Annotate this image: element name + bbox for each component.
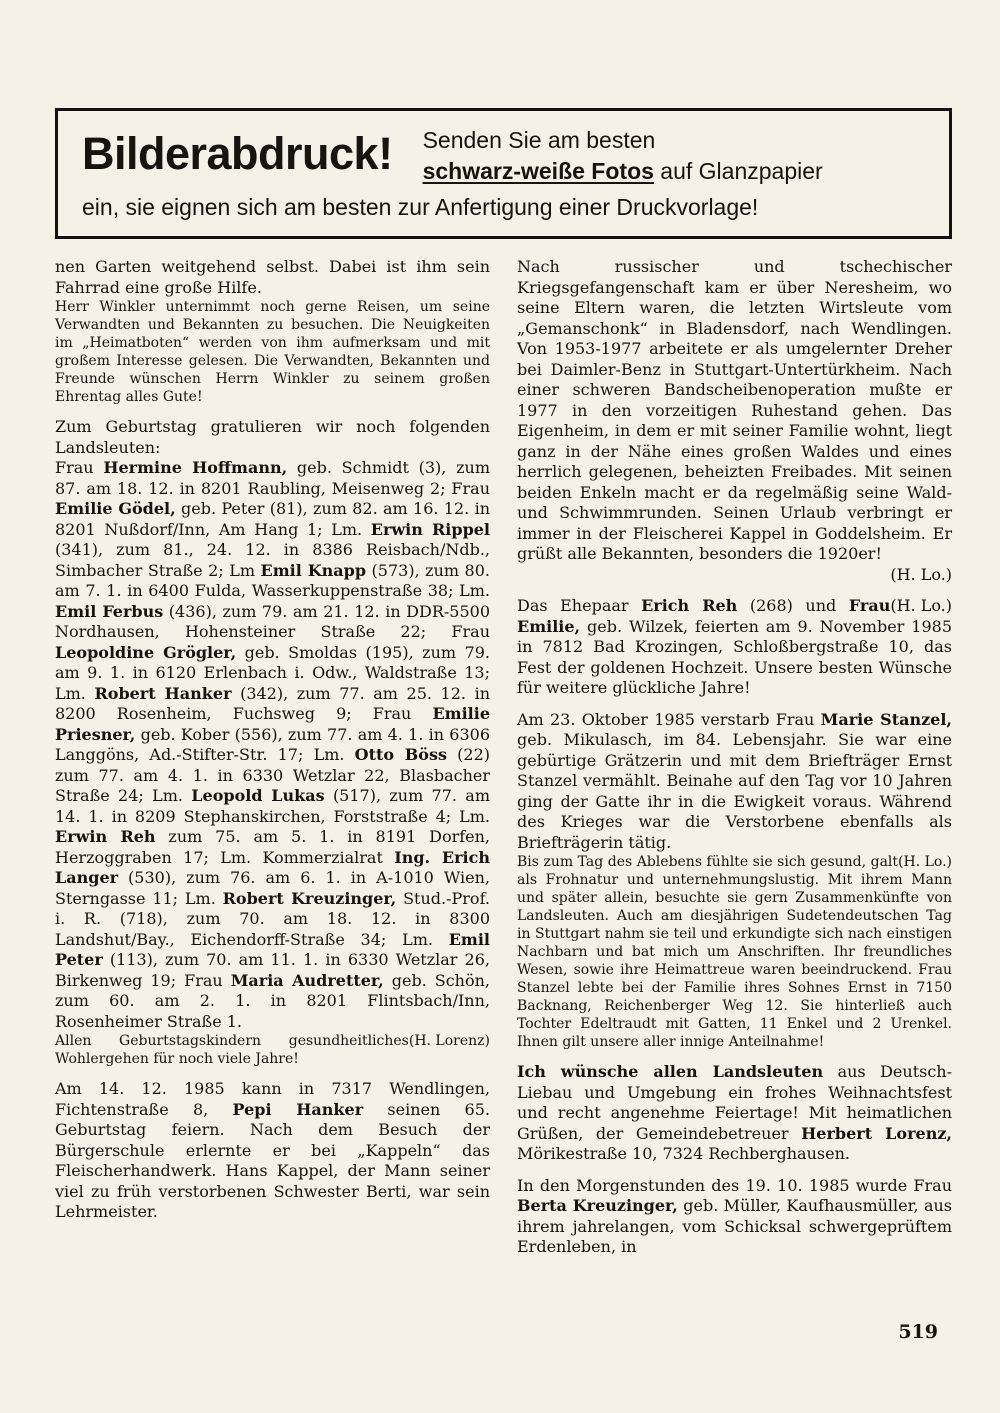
paragraph-goldene-hochzeit: (H. Lo.) Das Ehepaar Erich Reh (268) und Frau Emilie, geb. Wilzek, feierten am 9. November 1985 in 7812 Bad Krozingen, Schloßbergstraße 10, das Fest der goldenen Hochzeit. Unsere besten Wünsche für weitere glückliche Jahre! <box>517 596 952 697</box>
paragraph-pepi-hanker: Am 14. 12. 1985 kann in 7317 Wendlingen, Fichtenstraße 8, Pepi Hanker seinen 65. Geburtstag feiern. Nach dem Besuch der Bürgerschule erlernte er bei „Kappeln“ das Fleischerhandwerk. Hans Kappel, der Mann seiner viel zu früh verstorbenen Schwester Berti, war sein Lehrmeister. <box>55 1079 490 1221</box>
signature-line-h-lo: (H. Lo.) <box>890 564 952 584</box>
bilderabdruck-notice-box <box>55 108 952 239</box>
article-columns <box>55 257 952 1258</box>
left-column <box>55 257 490 1258</box>
notice-right-block <box>423 123 823 187</box>
notice-line3: ein, sie eignen sich am besten zur Anfertigung einer Druckvorlage! <box>82 194 759 220</box>
notice-title: Bilderabdruck! <box>82 128 393 179</box>
paragraph-kriegsgefangenschaft: Nach russischer und tschechischer Kriegsgefangenschaft kam er über Neresheim, wo seine Eltern waren, die letzten Wirtsleute vom „Gemanschonk“ in Bladensdorf, nach Wendlingen. Von 1953-1977 arbeitete er als umgelernter Dreher bei Daimler-Benz in Stuttgart-Untertürkheim. Nach einer schweren Bandscheibenoperation mußte er 1977 in den vorzeitigen Ruhestand gehen. Das Eigenheim, in dem er mit seiner Familie wohnt, liegt ganz in der Nähe eines großen Waldes und eines herrlich gelegenen, beheizten Freibades. Mit seinen beiden Enkeln macht er da regelmäßig seine Wald- und Schwimmrunden. Seinen Urlaub verbringt er immer in der Fleischerei Kappel in Goddelsheim. Er grüßt alle Bekannten, besonders die 1920er! <box>517 257 952 563</box>
paragraph-winkler: Herr Winkler unternimmt noch gerne Reisen, um seine Verwandten und Bekannten zu besuchen. Die Neuigkeiten im „Heimatboten“ werden von ihm aufmerksam und mit großem Interesse gelesen. Die Verwandten, Bekannten und Freunde wünschen Herrn Winkler zu seinem großen Ehrentag alles Gute! <box>55 299 490 405</box>
notice-line2-rest: auf Glanzpapier <box>653 158 823 184</box>
notice-header-row <box>82 123 927 187</box>
paragraph-weihnachtsgruesse: Ich wünsche allen Landsleuten aus Deutsch-Liebau und Umgebung ein frohes Weihnachtsfest und recht angenehme Feiertage! Mit heimatlichen Grüßen, der Gemeindebetreuer Herbert Lorenz, Mörikestraße 10, 7324 Rechberghausen. <box>517 1062 953 1163</box>
paragraph-berta-kreuzinger: In den Morgenstunden des 19. 10. 1985 wurde Frau Berta Kreuzinger, geb. Müller, Kaufhausmüller, aus ihrem jahrelangen, vom Schicksal schwergeprüftem Erdenleben, in <box>517 1175 953 1256</box>
right-column <box>517 257 952 1258</box>
paragraph-garten-continuation: nen Garten weitgehend selbst. Dabei ist ihm sein Fahrrad eine große Hilfe. <box>55 257 490 297</box>
paragraph-wellwishes-signature: (H. Lorenz) Allen Geburtstagskindern gesundheitliches Wohlergehen für noch viele Jahre! <box>55 1033 490 1067</box>
paragraph-birthday-intro: Zum Geburtstag gratulieren wir noch folgenden Landsleuten: <box>55 417 490 457</box>
notice-line2 <box>423 156 823 187</box>
notice-line2-emphasis: schwarz-weiße Fotos <box>422 158 654 184</box>
notice-line1: Senden Sie am besten <box>422 127 656 153</box>
page-number: 519 <box>898 1321 938 1343</box>
paragraph-marie-stanzel: Am 23. Oktober 1985 verstarb Frau Marie Stanzel, geb. Mikulasch, im 84. Lebensjahr. Sie war eine gebürtige Grätzerin und mit dem Briefträger Ernst Stanzel vermählt. Beinahe auf den Tag vor 10 Jahren ging der Gatte ihr in die Ewigkeit voraus. Während des Krieges war die Verstorbene ebenfalls als Briefträgerin tätig. <box>517 709 952 852</box>
paragraph-birthday-list: Frau Hermine Hoffmann, geb. Schmidt (3), zum 87. am 18. 12. in 8201 Raubling, Meisenweg 2; Frau Emilie Gödel, geb. Peter (81), zum 82. am 16. 12. in 8201 Nußdorf/Inn, Am Hang 1; Lm. Erwin Rippel (341), zum 81., 24. 12. in 8386 Reisbach/Ndb., Simbacher Straße 2; Lm Emil Knapp (573), zum 80. am 7. 1. in 6400 Fulda, Wasserkuppenstraße 38; Lm. Emil Ferbus (436), zum 79. am 21. 12. in DDR-5500 Nordhausen, Hohensteiner Straße 22; Frau Leopoldine Grögler, geb. Smoldas (195), zum 79. am 9. 1. in 6120 Erlenbach i. Odw., Waldstraße 13; Lm. Robert Hanker (342), zum 77. am 25. 12. in 8200 Rosenheim, Fuchsweg 9; Frau Emilie Priesner, geb. Kober (556), zum 77. am 4. 1. in 6306 Langgöns, Ad.-Stifter-Str. 17; Lm. Otto Böss (22) zum 77. am 4. 1. in 6330 Wetzlar 22, Blasbacher Straße 24; Lm. Leopold Lukas (517), zum 77. am 14. 1. in 8209 Stephanskirchen, Forststraße 4; Lm. Erwin Reh zum 75. am 5. 1. in 8191 Dorfen, Herzoggraben 17; Lm. Kommerzialrat Ing. Erich Langer (530), zum 76. am 6. 1. in A-1010 Wien, Sterngasse 11; Lm. Robert Kreuzinger, Stud.-Prof. i. R. (718), zum 70. am 18. 12. in 8300 Landshut/Bay., Eichendorff-Straße 34; Lm. Emil Peter (113), zum 70. am 11. 1. in 6330 Wetzlar 26, Birkenweg 19; Frau Maria Audretter, geb. Schön, zum 60. am 2. 1. in 8201 Flintsbach/Inn, Rosenheimer Straße 1. <box>55 458 491 1031</box>
paragraph-stanzel-details: (H. Lo.) Bis zum Tag des Ablebens fühlte sie sich gesund, galt als Frohnatur und unternehmungslustig. Mit ihrem Mann und später allein, besuchte sie gern Zusammenkünfte von Landsleuten. Auch am diesjährigen Sudetendeutschen Tag in Stuttgart nahm sie teil und erkundigte sich nach einstigen Nachbarn und bat mich um Anschriften. Ihr freundliches Wesen, sowie ihre Heimattreue waren beeindruckend. Frau Stanzel lebte bei der Familie ihres Sohnes Ernst in 7150 Backnang, Reichenberger Weg 12. Sie hinterließ auch Tochter Edeltraudt mit Gatten, 11 Enkel und 2 Urenkel. Ihnen gilt unsere aller innige Anteilnahme! <box>517 854 952 1050</box>
